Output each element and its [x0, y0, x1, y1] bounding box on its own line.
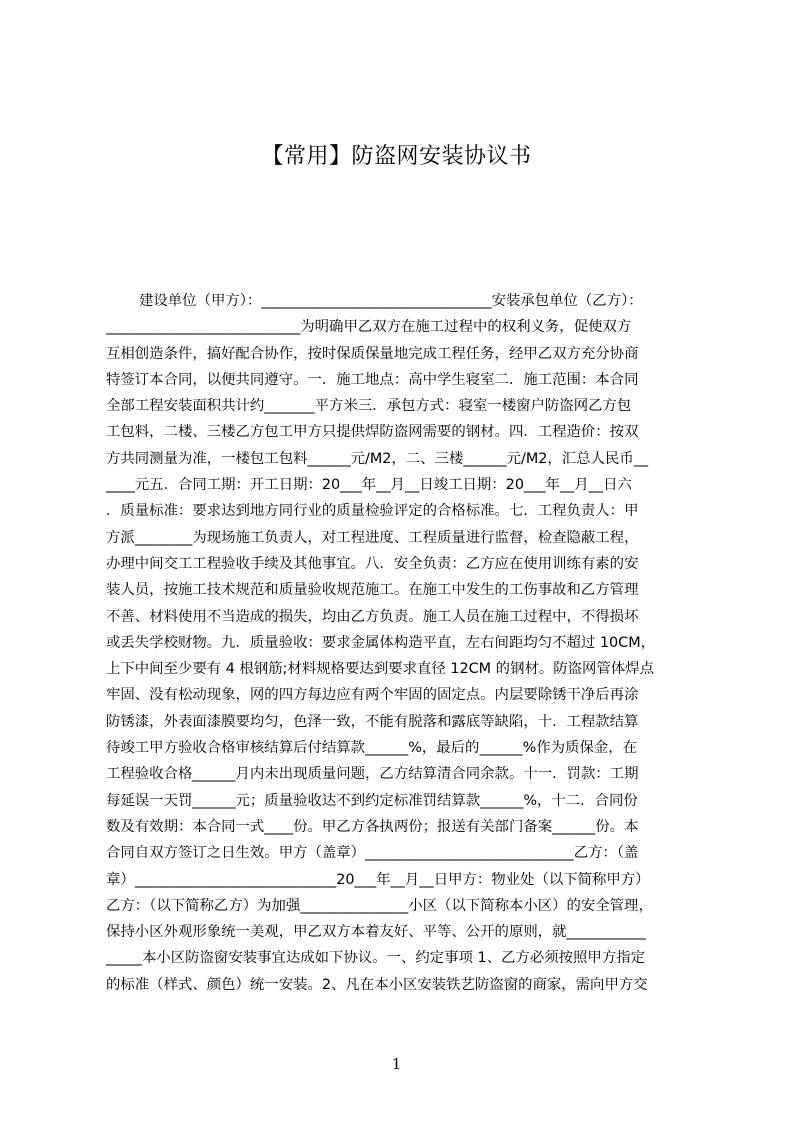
body-line: 互相创造条件，搞好配合协作，按时保质保量地完成工程任务，经甲乙双方充分协商 — [106, 345, 639, 362]
body-line: 全部工程安装面积共计约_______平方米三．承包方式：寝室一楼窗户防盗网乙方包 — [106, 398, 632, 415]
body-line: 的标准（样式、颜色）统一安装。2、凡在本小区安装铁艺防盗窗的商家，需向甲方交 — [106, 976, 648, 993]
body-line: _____本小区防盗窗安装事宜达成如下协议。一、约定事项 1、乙方必须按照甲方指定 — [106, 950, 645, 967]
page-number: 1 — [391, 1055, 402, 1073]
body-line: 建设单位（甲方）：________________________________安装承包单位（乙方）： — [139, 293, 643, 309]
body-line: 章）____________________________20___年__月__日甲方：物业处（以下简称甲方） — [106, 871, 650, 888]
body-line: ．质量标准：要求达到地方同行业的质量检验评定的合格标准。七．工程负责人：甲 — [106, 503, 639, 520]
body-line: 方派________为现场施工负责人，对工程进度、工程质量进行监督，检查隐蔽工程， — [106, 529, 639, 546]
body-line: 待竣工甲方验收合格审核结算后付结算款______%，最后的______%作为质保金，在 — [106, 740, 638, 757]
body-line: 保持小区外观形象统一美观，甲乙双方本着友好、平等、公开的原则，就___________ — [106, 924, 646, 941]
body-line: 方共同测量为准，一楼包工包料______元/M2，二、三楼______元/M2，汇总人民币__ — [106, 450, 649, 467]
body-line: 每延误一天罚______元；质量验收达不到约定标准罚结算款______%，十二．合同份 — [106, 792, 638, 809]
body-line: 或丢失学校财物。九．质量验收：要求金属体构造平直，左右间距均匀不超过 10CM， — [106, 634, 656, 651]
body-line: 防锈漆，外表面漆膜要均匀，色泽一致，不能有脱落和露底等缺陷，十．工程款结算 — [106, 713, 639, 730]
body-line: 办理中间交工工程验收手续及其他事宜。八．安全负责：乙方应在使用训练有素的安 — [106, 555, 639, 572]
body-line: 乙方：（以下简称乙方）为加强_______________小区（以下简称本小区）的安全管理， — [106, 897, 653, 914]
body-line: 数及有效期：本合同一式____份。甲乙方各执两份；报送有关部门备案______份。本 — [106, 818, 639, 835]
body-line: 合同自双方签订之日生效。甲方（盖章）_____________________________乙方：（盖 — [106, 845, 639, 862]
body-line: 牢固、没有松动现象，网的四方每边应有两个牢固的固定点。内层要除锈干净后再涂 — [106, 687, 639, 704]
document-title: 【常用】防盗网安装协议书 — [261, 144, 532, 169]
body-line: 上下中间至少要有 4 根钢筋;材料规格要达到要求直径 12CM 的钢材。防盗网管体焊点 — [106, 661, 654, 678]
body-line: 不善、材料使用不当造成的损失，均由乙方负责。施工人员在施工过程中，不得损坏 — [106, 608, 639, 625]
body-line: 工包料，二楼、三楼乙方包工甲方只提供焊防盗网需要的钢材。四．工程造价：按双 — [106, 424, 639, 441]
body-line: 装人员，按施工技术规范和质量验收规范施工。在施工中发生的工伤事故和乙方管理 — [106, 582, 639, 599]
agreement-body — [106, 288, 701, 998]
body-line: ___________________________为明确甲乙双方在施工过程中的权利义务，促使双方 — [106, 319, 632, 336]
body-line: 工程验收合格______月内未出现质量问题，乙方结算清合同余款。十一．罚款：工期 — [106, 766, 639, 783]
body-line: ____元五．合同工期：开工日期：20___年__月__日竣工日期：20___年__月__日六 — [106, 477, 632, 494]
body-line: 特签订本合同，以便共同遵守。一．施工地点：高中学生寝室二．施工范围：本合同 — [106, 371, 639, 388]
